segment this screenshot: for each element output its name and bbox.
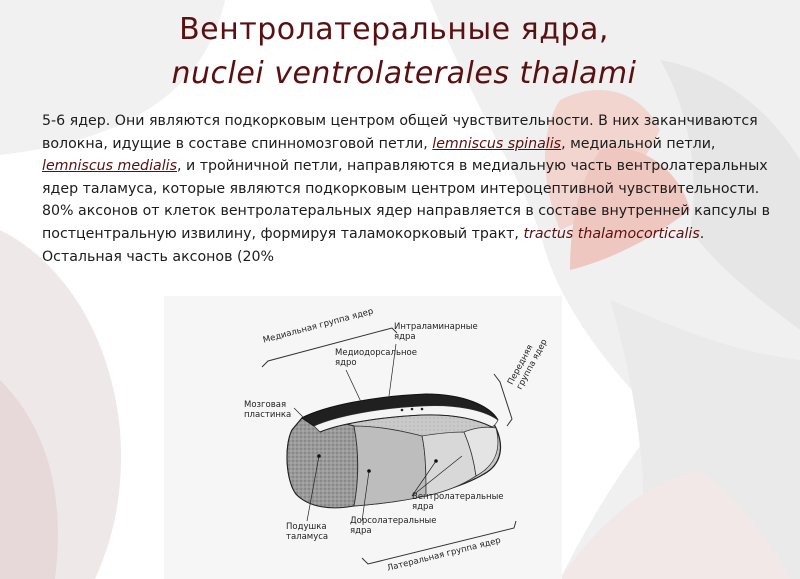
label-anterior-group: Передняя группа ядер (506, 337, 550, 392)
term-lemniscus-spinalis: lemniscus spinalis (432, 135, 562, 152)
term-tractus-thalamocorticalis: tractus thalamocorticalis (523, 225, 700, 242)
slide-title: Вентролатеральные ядра, (179, 12, 609, 47)
thalamus-drawing (164, 296, 562, 579)
label-lateral-group: Латеральная группа ядер (386, 535, 502, 574)
slide-subtitle-latin: nuclei ventrolaterales thalami (171, 56, 637, 91)
paragraph-text: , и тройничной петли, направляются в медиальную часть вентролатеральных ядер таламуса, которые являются подкорковым центром интероцептивной чувствительности. 80% аксонов от клеток вентролатеральных ядер направляется в составе внутренней капсулы в постцентральную извилину, формируя таламокорковый тракт, (42, 158, 771, 242)
thalamus-diagram (164, 296, 562, 579)
paragraph-text: , медиальной петли, (561, 135, 716, 152)
term-lemniscus-medialis: lemniscus medialis (42, 158, 177, 175)
label-mediodorsal: Медиодорсальное ядро (335, 348, 417, 368)
label-ventrolateral: Вентролатеральные ядра (412, 492, 504, 512)
paragraph-text: . Остальная часть аксонов (20% (42, 225, 705, 265)
label-pulvinar: Подушка таламуса (286, 522, 329, 542)
paragraph-text: 5-6 ядер. Они являются подкорковым центром общей чувствительности. В них заканчиваются волокна, идущие в составе спинномозговой петли, (42, 113, 758, 152)
label-medullary-lamina: Мозговая пластинка (244, 400, 292, 420)
label-dorsolateral: Дорсолатеральные ядра (350, 516, 437, 536)
body-paragraph (42, 110, 782, 268)
label-medial-group: Медиальная группа ядер (262, 306, 375, 346)
label-intralaminar: Интраламинарные ядра (394, 322, 478, 342)
